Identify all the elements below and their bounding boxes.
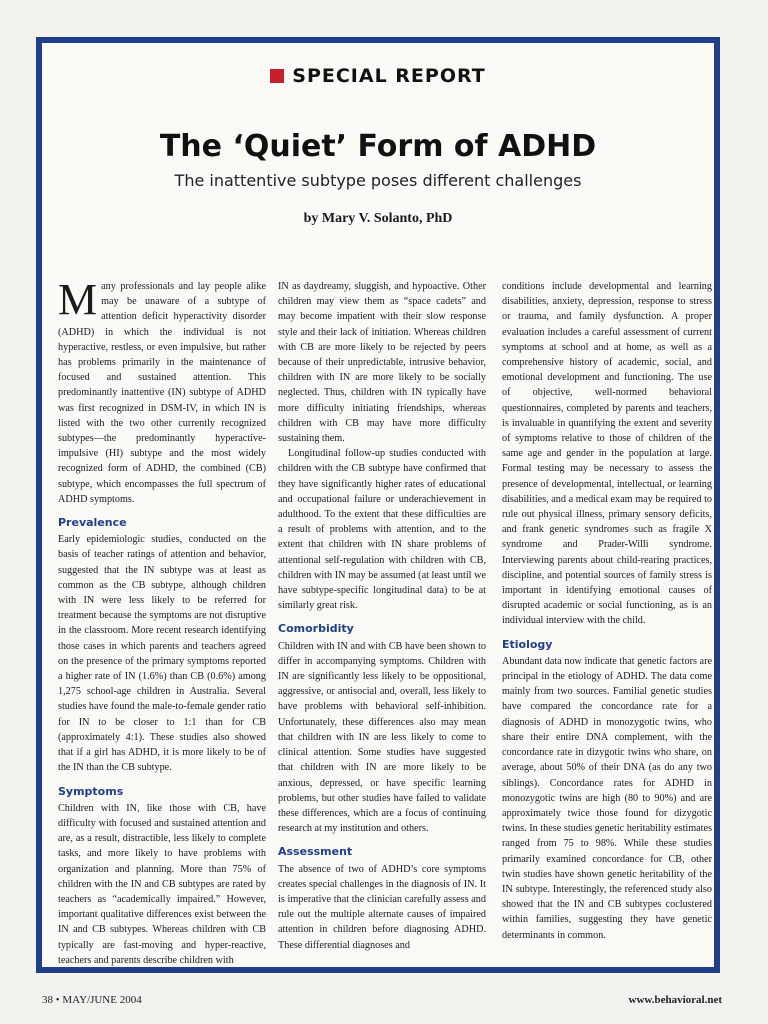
heading-prevalence: Prevalence (58, 516, 127, 530)
article-title: The ‘Quiet’ Form of ADHD (159, 129, 597, 164)
heading-etiology: Etiology (502, 637, 553, 651)
heading-assessment: Assessment (278, 845, 353, 859)
prevalence-paragraph: Early epidemiologic studies, conducted on the basis of teacher ratings of attention and behavior, suggested that the IN subtype was at least as common as the CB subtype, although children with IN were less likely to be referred for treatment because the symptoms are not disruptive in the classroom. More recent research identifying those cases in which parents and teachers agreed on the presence of the primary symptoms reported a higher rate of IN (1.6%) than CB (0.6%) among 1,275 school-age children in Australia. Several studies have found the male-to-female gender ratio for IN to be closer to 1:1 than for CB (approximately 4:1). These studies also showed that if a girl has ADHD, it is more likely to be of the IN than the CB subtype. (58, 534, 266, 774)
assessment-paragraph: The absence of two of ADHD’s core symptoms creates special challenges in the diagnosis of IN. It is imperative that the clinician carefully assess and rule out the multiple alternate causes of impaired attention in children before diagnosing ADHD. These differential diagnoses and (278, 863, 486, 951)
intro-paragraph (58, 275, 266, 507)
section-kicker (42, 65, 714, 87)
heading-symptoms: Symptoms (58, 784, 124, 798)
intro-text: any professionals and lay people alike may be unaware of a subtype of attention deficit hyperactivity disorder (ADHD) in which the individual is not hyperactive, restless, or even impulsive, but rather has problems primarily in the maintenance of focused and sustained attention. This predominantly inattentive (IN) subtype of ADHD was first recognized in DSM-IV, in which IN is listed with the two other currently recognized subtypes—the predominantly hyperactive-impulsive (HI) subtype and the most widely recognized form of ADHD, the combined (CB) subtype, which encompasses the full spectrum of ADHD symptoms. (58, 281, 266, 505)
author-byline: by Mary V. Solanto, PhD (303, 211, 453, 226)
column-3 (502, 279, 712, 943)
assessment-continued-paragraph: conditions include developmental and learning disabilities, anxiety, depression, response to stress or trauma, and family dysfunction. A proper evaluation includes a careful assessment of current symptoms at school and at home, as well as a comprehensive history of academic, social, and emotional development and functioning. The use of objective, well-normed behavioral questionnaires, completed by parents and teachers, is invaluable in quantifying the extent and severity of symptoms relative to those of children of the same age and gender in the population at large. Formal testing may be necessary to assess the presence of developmental, intellectual, or learning disabilities, and a medical exam may be required to rule out physical illness, primary sensory deficits, and frank genetic syndromes such as fragile X syndrome and Prader-Willi syndrome. Interviewing parents about child-rearing practices, discipline, and potential sources of family stress is important in identifying emotional causes of disrupted academic or social functioning, as is an individual interview with the child. (502, 281, 712, 627)
article-subtitle: The inattentive subtype poses different challenges (174, 171, 582, 190)
symptoms-continued-paragraph: IN as daydreamy, sluggish, and hypoactive. Other children may view them as “space cadets” and may become impatient with their slow response style and their lack of initiation. Whereas children with CB are more likely to be rejected by peers because of their unpredictable, intrusive behavior, children with IN are more likely to be socially neglected. Thus, children with IN typically have more difficulty initiating friendships, whereas children with CB may have more difficulty sustaining them. (278, 281, 486, 445)
page-issue-footer: 38 • MAY/JUNE 2004 (42, 994, 142, 1006)
kicker-text: SPECIAL REPORT (292, 65, 486, 87)
article-frame (36, 37, 720, 973)
heading-comorbidity: Comorbidity (278, 622, 354, 636)
red-square-icon (270, 69, 284, 83)
drop-cap: M (58, 275, 98, 324)
symptoms-paragraph: Children with IN, like those with CB, have difficulty with focused and sustained attention and are, as a result, distractible, less likely to complete tasks, and more likely to have problems with organization and planning. More than 75% of children with the IN and CB subtypes are rated by teachers as “academically impaired.” However, important qualitative differences exist between the IN and CB subtypes. Whereas children with CB typically are fast-moving and hyper-reactive, teachers and parents describe children with (58, 802, 266, 966)
longitudinal-paragraph: Longitudinal follow-up studies conducted with children with the CB subtype have confirmed that they have significantly higher rates of educational and occupational failure or underachievement in adulthood. To the extent that these difficulties are a result of problems with attention, and to the extent that children with IN share problems of attentional self-regulation with children with CB, children with IN may be assumed (at least until we have subtype-specific longitudinal data) to be at similarly great risk. (278, 448, 486, 612)
website-footer[interactable]: www.behavioral.net (628, 994, 722, 1006)
column-1 (58, 275, 266, 968)
comorbidity-paragraph: Children with IN and with CB have been shown to differ in accompanying symptoms. Children with IN are significantly less likely to be oppositional, aggressive, or antisocial and, overall, less likely to have problems with behavioral self-inhibition. Unfortunately, these differences also may mean that children with IN are less likely to come to clinical attention. Some studies have suggested that children with IN are more likely to be anxious, depressed, or have specific learning problems, but other studies have failed to validate these differences, which are a focus of continuing research at my institution and others. (278, 640, 486, 835)
column-2 (278, 279, 486, 953)
etiology-paragraph: Abundant data now indicate that genetic factors are principal in the etiology of ADHD. The data come mainly from two sources. Familial genetic studies have compared the concordance rate for a diagnosis of ADHD in monozygotic twins, who share their entire DNA complement, with the concordance rate in dizygotic twins who share, on average, about 50% of their DNA (as do any two siblings). Concordance rates for ADHD in monozygotic twins are high (80 to 90%) and are approximately twice those found for dizygotic twins. In these studies genetic heritability estimates ranged from 75 to 98%. While these studies primarily examined concordance for CB, other twin studies have shown genetic heritability of the IN subtype. Interestingly, the referenced study also showed that the IN and CB subtypes coclustered within families, suggesting they have genetic determinants in common. (502, 655, 712, 941)
